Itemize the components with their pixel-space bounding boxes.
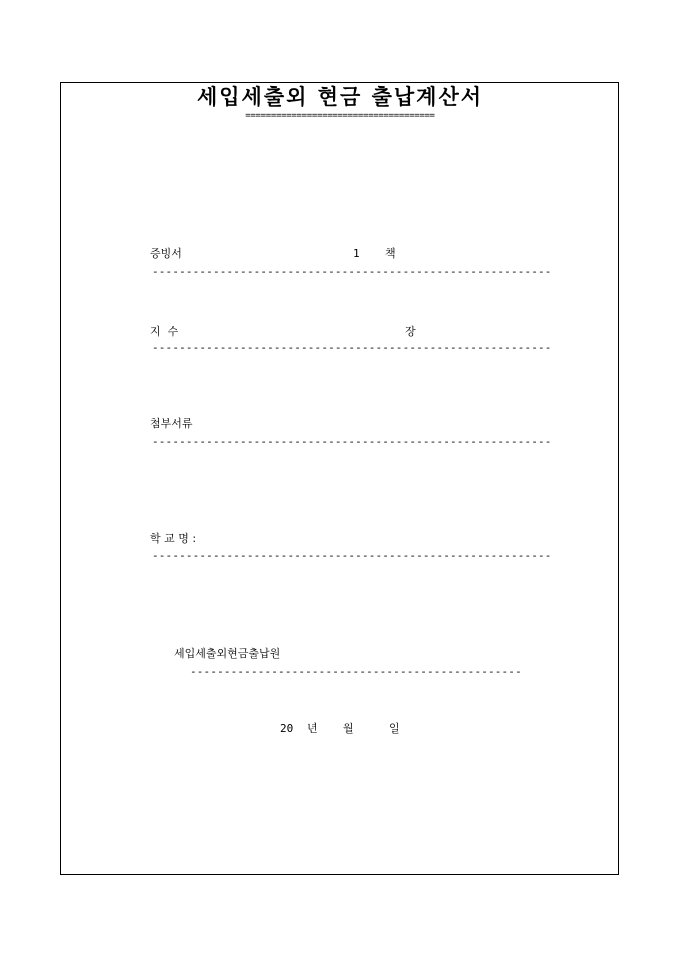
receipts-dash-line: ----------------------------------------------------------- [152,265,552,278]
pages-unit: 장 [405,325,416,338]
receipts-unit: 책 [385,247,396,260]
date-year-prefix: 20 [280,722,294,735]
receipts-label: 증빙서 [150,247,182,260]
date-year-unit: 년 [307,722,318,735]
school-name-label: 학 교 명 : [150,532,197,545]
school-name-dash-line: ----------------------------------------------------------- [152,549,552,562]
attachments-dash-line: ----------------------------------------------------------- [152,435,552,448]
title-underline: ===================================== [245,111,435,121]
date-month-unit: 월 [343,722,354,735]
document-title: 세입세출외 현금 출납계산서 [196,84,484,109]
pages-label: 지 수 [150,325,179,338]
attachments-label: 첨부서류 [150,417,193,430]
date-day-unit: 일 [389,722,400,735]
cashier-dash-line: ------------------------------------------------- [190,665,522,678]
document-frame [60,82,619,875]
pages-dash-line: ----------------------------------------------------------- [152,341,552,354]
cashier-label: 세입세출외현금출납원 [174,647,281,660]
receipts-count: 1 [353,247,360,260]
